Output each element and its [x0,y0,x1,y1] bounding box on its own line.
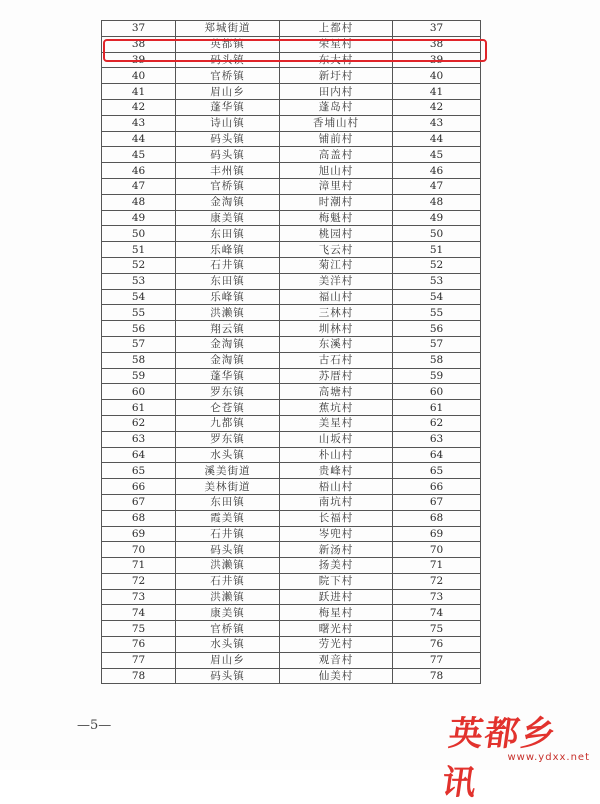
village-name: 美星村 [280,415,393,431]
table-row [102,415,481,431]
village-name: 岑兜村 [280,526,393,542]
table-row [102,447,481,463]
town-name: 码头镇 [176,131,280,147]
table-row [102,558,481,574]
village-name: 铺前村 [280,131,393,147]
town-name: 乐峰镇 [176,242,280,258]
table-row [102,542,481,558]
row-number: 38 [393,36,481,52]
town-name: 码头镇 [176,542,280,558]
table-row [102,289,481,305]
village-name: 梅星村 [280,605,393,621]
village-name: 东大村 [280,52,393,68]
town-name: 翔云镇 [176,321,280,337]
row-index: 52 [102,257,176,273]
row-number: 77 [393,652,481,668]
town-name: 罗东镇 [176,384,280,400]
village-name: 观音村 [280,652,393,668]
table-row [102,131,481,147]
table-row [102,668,481,684]
row-index: 43 [102,115,176,131]
village-name: 桃园村 [280,226,393,242]
village-name: 梅魁村 [280,210,393,226]
village-name: 漳里村 [280,178,393,194]
row-number: 37 [393,21,481,37]
row-index: 67 [102,494,176,510]
row-index: 48 [102,194,176,210]
town-name: 码头镇 [176,668,280,684]
row-number: 67 [393,494,481,510]
town-name: 金淘镇 [176,336,280,352]
town-name: 康美镇 [176,210,280,226]
row-number: 71 [393,558,481,574]
town-name: 水头镇 [176,637,280,653]
row-index: 62 [102,415,176,431]
table-row [102,321,481,337]
table-row [102,637,481,653]
table-row [102,494,481,510]
village-name: 香埔山村 [280,115,393,131]
table-row [102,273,481,289]
row-index: 44 [102,131,176,147]
town-name: 乐峰镇 [176,289,280,305]
table-row [102,400,481,416]
row-index: 63 [102,431,176,447]
town-name: 康美镇 [176,605,280,621]
town-name: 诗山镇 [176,115,280,131]
row-index: 56 [102,321,176,337]
town-name: 霞美镇 [176,510,280,526]
village-name: 高塘村 [280,384,393,400]
table-row [102,242,481,258]
table-row [102,589,481,605]
row-index: 42 [102,99,176,115]
row-index: 76 [102,637,176,653]
town-name: 罗东镇 [176,431,280,447]
village-name: 飞云村 [280,242,393,258]
village-name: 仙美村 [280,668,393,684]
village-name: 旭山村 [280,163,393,179]
row-number: 75 [393,621,481,637]
table-row [102,210,481,226]
town-name: 蓬华镇 [176,368,280,384]
village-name: 长福村 [280,510,393,526]
town-name: 金淘镇 [176,352,280,368]
row-number: 54 [393,289,481,305]
town-name: 眉山乡 [176,84,280,100]
table-row [102,621,481,637]
village-name: 南坑村 [280,494,393,510]
village-name: 蓬岛村 [280,99,393,115]
town-name: 官桥镇 [176,68,280,84]
row-index: 46 [102,163,176,179]
table-row [102,194,481,210]
highlight-box [103,39,487,62]
row-index: 41 [102,84,176,100]
watermark-title: 英都乡讯 [439,714,560,803]
town-name: 码头镇 [176,52,280,68]
row-index: 39 [102,52,176,68]
table-row [102,605,481,621]
village-name: 古石村 [280,352,393,368]
row-number: 44 [393,131,481,147]
town-name: 水头镇 [176,447,280,463]
row-number: 41 [393,84,481,100]
row-number: 55 [393,305,481,321]
row-number: 40 [393,68,481,84]
table-row [102,99,481,115]
row-index: 68 [102,510,176,526]
town-name: 石井镇 [176,257,280,273]
table-row [102,84,481,100]
town-name: 仑苍镇 [176,400,280,416]
row-number: 65 [393,463,481,479]
row-index: 70 [102,542,176,558]
row-index: 47 [102,178,176,194]
town-name: 石井镇 [176,526,280,542]
row-number: 73 [393,589,481,605]
town-name: 石井镇 [176,573,280,589]
town-name: 东田镇 [176,226,280,242]
row-index: 61 [102,400,176,416]
town-name: 洪濑镇 [176,305,280,321]
row-number: 52 [393,257,481,273]
town-name: 官桥镇 [176,178,280,194]
row-index: 69 [102,526,176,542]
table-row [102,305,481,321]
row-number: 74 [393,605,481,621]
village-name: 圳林村 [280,321,393,337]
row-number: 62 [393,415,481,431]
table-row [102,21,481,37]
table-row [102,115,481,131]
village-name: 跃进村 [280,589,393,605]
town-name: 蓬华镇 [176,99,280,115]
table-row [102,368,481,384]
table-row [102,384,481,400]
town-name: 东田镇 [176,273,280,289]
row-number: 78 [393,668,481,684]
village-name: 扬美村 [280,558,393,574]
row-number: 39 [393,52,481,68]
row-number: 45 [393,147,481,163]
watermark-logo [439,706,596,803]
table-row [102,652,481,668]
table-row [102,163,481,179]
row-number: 46 [393,163,481,179]
row-number: 72 [393,573,481,589]
table-row [102,352,481,368]
table-row [102,68,481,84]
row-index: 73 [102,589,176,605]
row-index: 51 [102,242,176,258]
table-row [102,526,481,542]
row-number: 49 [393,210,481,226]
village-name: 曙光村 [280,621,393,637]
row-number: 76 [393,637,481,653]
table-row [102,510,481,526]
row-index: 60 [102,384,176,400]
row-index: 72 [102,573,176,589]
village-name: 山坂村 [280,431,393,447]
row-number: 51 [393,242,481,258]
town-name: 溪美街道 [176,463,280,479]
row-number: 64 [393,447,481,463]
town-name: 眉山乡 [176,652,280,668]
row-index: 49 [102,210,176,226]
table-row [102,257,481,273]
row-index: 65 [102,463,176,479]
row-number: 48 [393,194,481,210]
row-number: 68 [393,510,481,526]
table-row [102,226,481,242]
row-index: 45 [102,147,176,163]
village-name: 梧山村 [280,479,393,495]
village-name: 院下村 [280,573,393,589]
village-name: 时潮村 [280,194,393,210]
town-name: 九都镇 [176,415,280,431]
town-name: 美林街道 [176,479,280,495]
row-number: 63 [393,431,481,447]
row-index: 71 [102,558,176,574]
village-name: 蕉坑村 [280,400,393,416]
row-number: 60 [393,384,481,400]
row-index: 57 [102,336,176,352]
town-name: 东田镇 [176,494,280,510]
row-index: 59 [102,368,176,384]
row-index: 77 [102,652,176,668]
row-index: 38 [102,36,176,52]
row-index: 40 [102,68,176,84]
row-number: 69 [393,526,481,542]
table-row [102,573,481,589]
town-name: 洪濑镇 [176,589,280,605]
village-name: 东溪村 [280,336,393,352]
row-index: 53 [102,273,176,289]
row-number: 70 [393,542,481,558]
village-name: 劳光村 [280,637,393,653]
village-name: 高盖村 [280,147,393,163]
row-number: 58 [393,352,481,368]
row-number: 61 [393,400,481,416]
town-name: 官桥镇 [176,621,280,637]
row-number: 50 [393,226,481,242]
row-number: 47 [393,178,481,194]
village-name: 新圩村 [280,68,393,84]
town-name: 码头镇 [176,147,280,163]
row-index: 75 [102,621,176,637]
village-name: 田内村 [280,84,393,100]
table-row [102,147,481,163]
row-index: 54 [102,289,176,305]
village-name: 荣星村 [280,36,393,52]
row-index: 55 [102,305,176,321]
row-number: 43 [393,115,481,131]
row-index: 50 [102,226,176,242]
village-name: 美洋村 [280,273,393,289]
town-name: 英都镇 [176,36,280,52]
village-name: 贵峰村 [280,463,393,479]
town-name: 洪濑镇 [176,558,280,574]
village-name: 苏厝村 [280,368,393,384]
row-number: 56 [393,321,481,337]
row-number: 42 [393,99,481,115]
table-row [102,431,481,447]
village-name: 上都村 [280,21,393,37]
village-name: 福山村 [280,289,393,305]
row-number: 53 [393,273,481,289]
village-name: 菊江村 [280,257,393,273]
village-name: 三林村 [280,305,393,321]
watermark-url: www.ydxx.net [507,752,590,763]
row-index: 66 [102,479,176,495]
table-row [102,479,481,495]
town-name: 郑城街道 [176,21,280,37]
row-number: 66 [393,479,481,495]
table-row [102,336,481,352]
row-number: 57 [393,336,481,352]
row-number: 59 [393,368,481,384]
row-index: 64 [102,447,176,463]
town-name: 丰州镇 [176,163,280,179]
row-index: 37 [102,21,176,37]
village-table-body [102,21,481,684]
town-name: 金淘镇 [176,194,280,210]
page-number: —5— [77,718,112,733]
row-index: 58 [102,352,176,368]
row-index: 74 [102,605,176,621]
village-name: 朴山村 [280,447,393,463]
table-row [102,178,481,194]
village-name: 新汤村 [280,542,393,558]
table-row [102,463,481,479]
village-table [101,20,481,684]
row-index: 78 [102,668,176,684]
